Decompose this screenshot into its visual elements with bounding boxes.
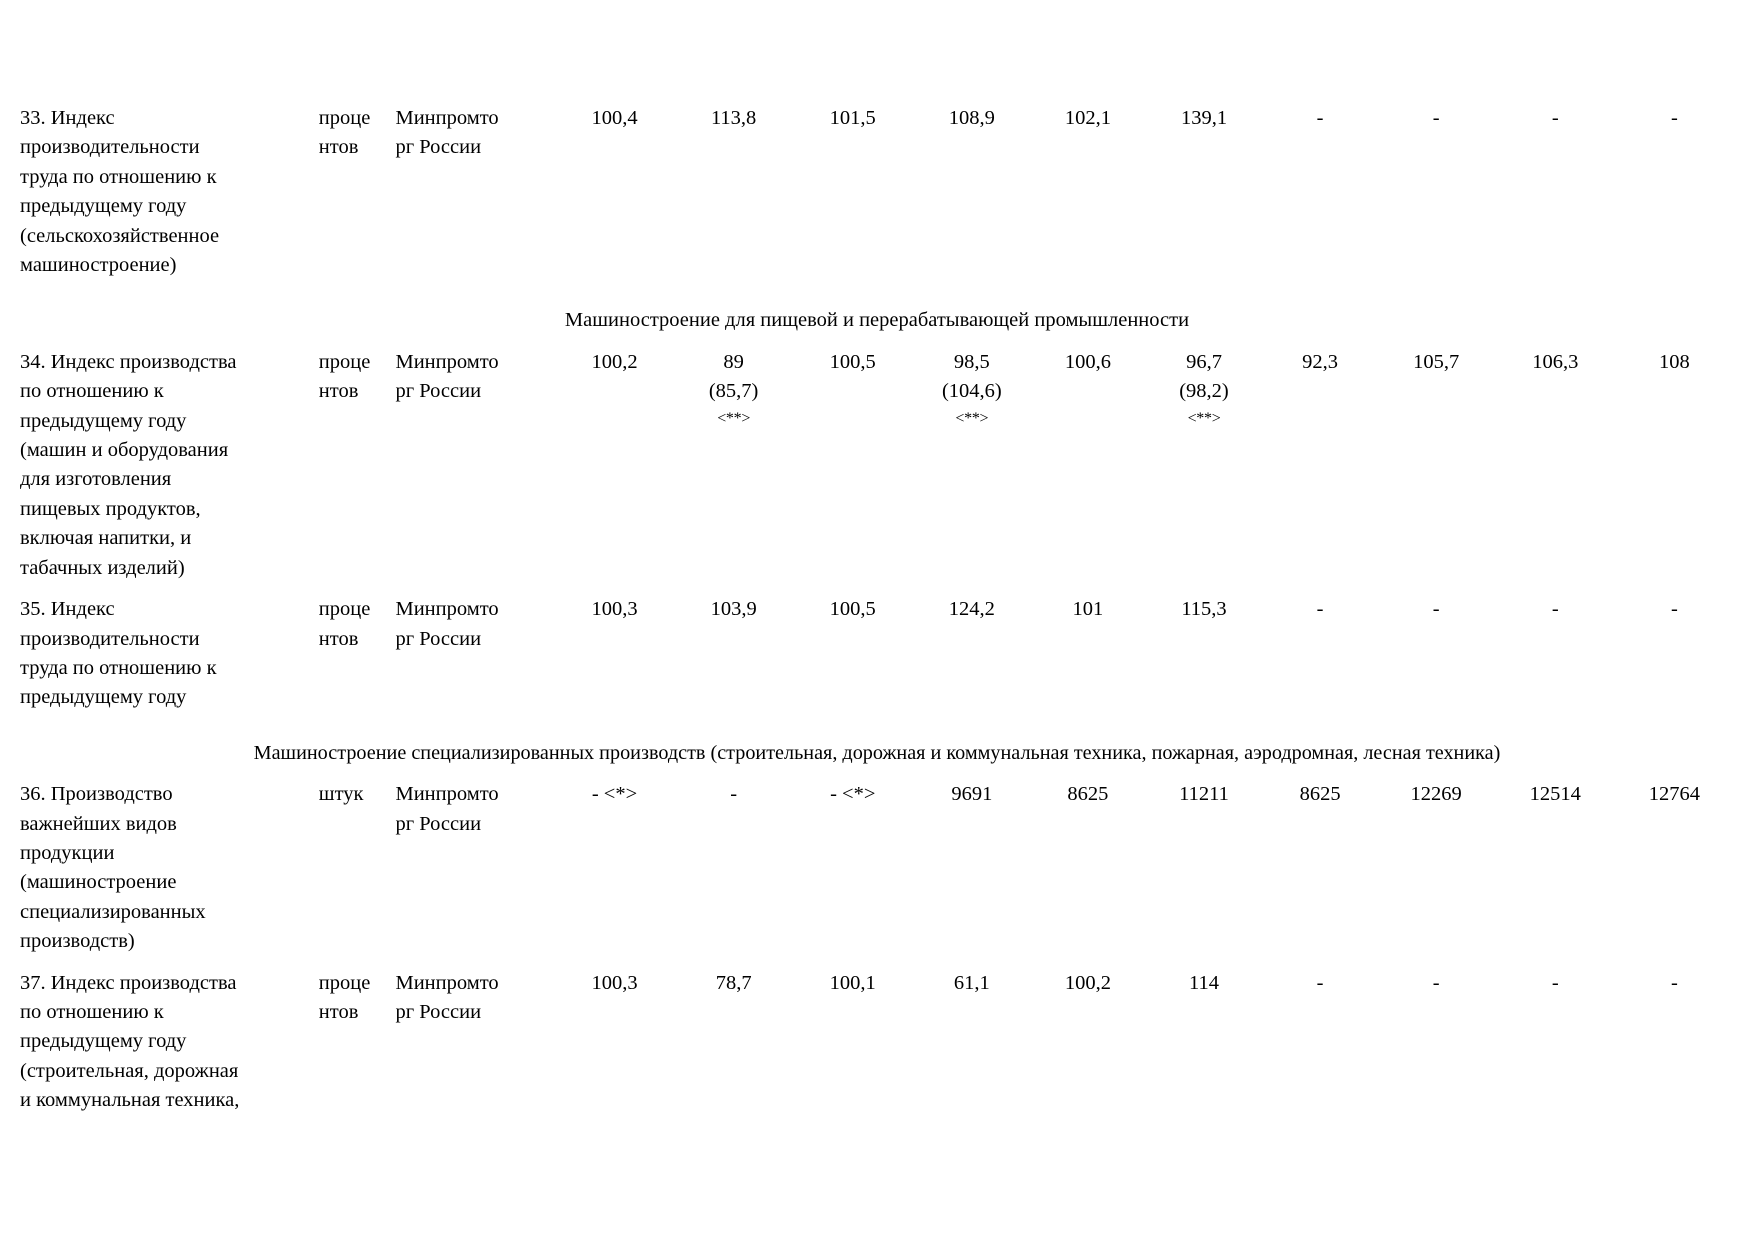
table-cell-value bbox=[1496, 595, 1615, 713]
cell-value-main: 100,6 bbox=[1064, 350, 1111, 373]
table-cell-label-line: (машиностроение bbox=[20, 871, 177, 894]
table-cell-value bbox=[912, 969, 1031, 1116]
cell-value-main: - bbox=[1671, 971, 1678, 994]
table-cell-unit-line: проце bbox=[318, 971, 371, 994]
cell-value-main: 105,7 bbox=[1413, 350, 1460, 373]
table-cell-value bbox=[1144, 595, 1263, 713]
table-cell-label-line: пищевых продуктов, bbox=[20, 497, 201, 520]
table-cell-label-line: предыдущему году bbox=[20, 195, 187, 218]
table-cell-value bbox=[1615, 348, 1734, 583]
table-cell-value bbox=[555, 348, 674, 583]
cell-value-main: 100,2 bbox=[1064, 971, 1111, 994]
table-cell-unit-line: нтов bbox=[318, 136, 359, 159]
cell-value-main: 114 bbox=[1189, 971, 1219, 994]
cell-value-main: 11211 bbox=[1179, 783, 1229, 806]
cell-value-main: - bbox=[1316, 107, 1324, 129]
table-cell-label-line: включая напитки, и bbox=[20, 527, 192, 550]
table-cell-value bbox=[1264, 969, 1377, 1116]
cell-value-main: - bbox=[1316, 971, 1324, 994]
table-cell-organization bbox=[395, 595, 554, 713]
table-cell-value bbox=[1496, 104, 1615, 280]
table-cell-value bbox=[1496, 780, 1615, 956]
table-cell-value bbox=[555, 969, 674, 1116]
cell-value-main: - bbox=[1432, 107, 1440, 129]
table-cell-label-line: предыдущему году bbox=[20, 686, 187, 709]
spacer-row bbox=[20, 583, 1734, 595]
table-cell-label-line: (сельскохозяйственное bbox=[20, 224, 220, 247]
table-cell-value bbox=[1615, 104, 1734, 280]
table-cell-organization-line: Минпромто bbox=[395, 107, 499, 129]
spacer-row bbox=[20, 957, 1734, 969]
spacer-row bbox=[20, 713, 1734, 739]
cell-value-main: 101,5 bbox=[829, 107, 876, 129]
table-cell-label-line: 34. Индекс производства bbox=[20, 350, 237, 373]
cell-value-main: - bbox=[1316, 598, 1324, 621]
cell-value-parenthetical: (104,6) bbox=[941, 380, 1002, 403]
table-cell-label-line: труда по отношению к bbox=[20, 165, 217, 188]
table-cell-value bbox=[1615, 595, 1734, 713]
cell-value-main: 106,3 bbox=[1532, 350, 1579, 373]
table-cell-label-line: табачных изделий) bbox=[20, 556, 185, 579]
table-cell-organization-line: Минпромто bbox=[395, 350, 499, 373]
table-cell-label-line: производительности bbox=[20, 627, 200, 650]
cell-value-main: 113,8 bbox=[710, 107, 757, 129]
table-row bbox=[20, 104, 1734, 280]
table-cell-value bbox=[1031, 780, 1144, 956]
cell-value-main: 92,3 bbox=[1302, 350, 1339, 373]
cell-value-main: 108 bbox=[1659, 350, 1690, 373]
table-cell-label bbox=[20, 780, 319, 956]
table-cell-value bbox=[1144, 104, 1263, 280]
cell-value-main: - bbox=[1671, 598, 1678, 621]
table-cell-value bbox=[1144, 969, 1263, 1116]
cell-value-main: - bbox=[730, 783, 738, 806]
table-cell-value bbox=[1144, 348, 1263, 583]
table-cell-value bbox=[793, 780, 912, 956]
table-cell-label-line: машиностроение) bbox=[20, 254, 177, 277]
spacer-cell bbox=[20, 280, 1734, 306]
table-cell-value bbox=[1377, 969, 1496, 1116]
table-cell-label-line: (строительная, дорожная bbox=[20, 1059, 239, 1082]
table-cell-organization-line: рг России bbox=[395, 627, 482, 650]
table-cell-label-line: (машин и оборудования bbox=[20, 439, 229, 462]
cell-value-main: 61,1 bbox=[953, 971, 990, 994]
table-cell-organization bbox=[395, 969, 554, 1116]
table-cell-value bbox=[793, 348, 912, 583]
table-cell-value bbox=[1615, 969, 1734, 1116]
table-cell-organization-line: Минпромто bbox=[395, 783, 499, 806]
table-cell-value bbox=[912, 104, 1031, 280]
table-cell-label-line: 35. Индекс bbox=[20, 598, 115, 621]
table-cell-value bbox=[674, 595, 793, 713]
footnote-marker: <**> bbox=[955, 409, 989, 427]
cell-value-main: 100,3 bbox=[591, 971, 638, 994]
table-cell-value bbox=[1031, 969, 1144, 1116]
spacer-cell bbox=[20, 768, 1734, 780]
table-cell-value bbox=[1377, 104, 1496, 280]
table-cell-organization bbox=[395, 780, 554, 956]
table-cell-unit bbox=[319, 969, 396, 1116]
footnote-marker: <**> bbox=[1187, 409, 1221, 427]
table-cell-label-line: по отношению к bbox=[20, 380, 164, 403]
table-cell-label-line: труда по отношению к bbox=[20, 656, 217, 679]
table-cell-unit-line: проце bbox=[318, 350, 371, 373]
table-cell-label-line: и коммунальная техника, bbox=[20, 1089, 240, 1112]
table-cell-value bbox=[555, 104, 674, 280]
table-cell-label-line: важнейших видов bbox=[20, 812, 177, 835]
table-row bbox=[20, 348, 1734, 583]
table-cell-label bbox=[20, 348, 319, 583]
table-cell-organization-line: Минпромто bbox=[395, 598, 499, 621]
cell-value-main: 139,1 bbox=[1180, 107, 1228, 129]
table-cell-value bbox=[793, 595, 912, 713]
cell-value-main: 115,3 bbox=[1181, 598, 1227, 621]
table-cell-value bbox=[674, 348, 793, 583]
spacer-cell bbox=[20, 713, 1734, 739]
spacer-cell bbox=[20, 583, 1734, 595]
table-cell-value bbox=[1377, 595, 1496, 713]
cell-value-main: - <*> bbox=[830, 783, 876, 806]
table-cell-value bbox=[555, 780, 674, 956]
table-cell-value bbox=[793, 969, 912, 1116]
table-cell-organization bbox=[395, 104, 554, 280]
table-cell-value bbox=[1264, 595, 1377, 713]
table-cell-organization-line: Минпромто bbox=[395, 971, 499, 994]
spacer-cell bbox=[20, 957, 1734, 969]
cell-value-main: 100,4 bbox=[591, 107, 638, 129]
table-cell-label-line: предыдущему году bbox=[20, 1030, 187, 1053]
table-cell-value bbox=[555, 595, 674, 713]
table-cell-organization-line: рг России bbox=[395, 1000, 482, 1023]
table-cell-value bbox=[1377, 780, 1496, 956]
table-cell-unit-line: нтов bbox=[318, 1000, 359, 1023]
table-cell-label-line: по отношению к bbox=[20, 1000, 164, 1023]
table-cell-value bbox=[793, 104, 912, 280]
table-cell-label-line: предыдущему году bbox=[20, 409, 187, 432]
cell-value-main: 100,5 bbox=[829, 598, 876, 621]
cell-value-main: 101 bbox=[1072, 598, 1104, 621]
table-cell-unit-line: штук bbox=[318, 783, 364, 806]
cell-value-main: 78,7 bbox=[715, 971, 752, 994]
table-cell-unit bbox=[319, 595, 396, 713]
section-heading-row bbox=[20, 306, 1734, 335]
spacer-cell bbox=[20, 336, 1734, 348]
table-cell-value bbox=[1377, 348, 1496, 583]
cell-value-main: 8625 bbox=[1067, 783, 1109, 806]
table-cell-label-line: 36. Производство bbox=[20, 783, 173, 806]
cell-value-main: 12764 bbox=[1648, 783, 1701, 806]
cell-value-main: 100,5 bbox=[829, 350, 876, 373]
table-cell-value bbox=[1615, 780, 1734, 956]
table-cell-label-line: производств) bbox=[20, 930, 135, 953]
cell-value-main: - <*> bbox=[591, 783, 638, 806]
table-cell-label-line: производительности bbox=[20, 136, 200, 159]
cell-value-main: - bbox=[1551, 971, 1559, 994]
table-cell-label-line: 37. Индекс производства bbox=[20, 971, 237, 994]
table-cell-label bbox=[20, 104, 319, 280]
footnote-marker: <**> bbox=[717, 409, 751, 427]
table-cell-label-line: 33. Индекс bbox=[20, 107, 115, 129]
cell-value-main: 89 bbox=[723, 350, 744, 373]
table-cell-value bbox=[674, 780, 793, 956]
table-row bbox=[20, 595, 1734, 713]
table-cell-unit-line: проце bbox=[318, 107, 371, 129]
table-cell-organization bbox=[395, 348, 554, 583]
table-cell-value bbox=[1264, 780, 1377, 956]
table-cell-label bbox=[20, 969, 319, 1116]
table-cell-value bbox=[1031, 595, 1144, 713]
table-cell-value bbox=[1264, 348, 1377, 583]
table-cell-label-line: специализированных bbox=[20, 900, 206, 923]
table-cell-value bbox=[912, 780, 1031, 956]
table-cell-value bbox=[1031, 104, 1144, 280]
table-row bbox=[20, 969, 1734, 1116]
table-cell-value bbox=[1496, 348, 1615, 583]
table-cell-organization-line: рг России bbox=[395, 380, 482, 403]
cell-value-parenthetical: (98,2) bbox=[1179, 380, 1229, 403]
cell-value-main: 100,2 bbox=[591, 350, 638, 373]
table-cell-value bbox=[912, 595, 1031, 713]
statistical-table bbox=[20, 104, 1734, 1116]
cell-value-main: - bbox=[1551, 598, 1559, 621]
table-cell-value bbox=[912, 348, 1031, 583]
cell-value-main: 108,9 bbox=[948, 107, 995, 129]
cell-value-main: 9691 bbox=[951, 783, 993, 806]
cell-value-main: 96,7 bbox=[1186, 350, 1222, 373]
section-heading: Машиностроение для пищевой и перерабатывающей промышленности bbox=[564, 309, 1190, 332]
table-cell-unit bbox=[319, 348, 396, 583]
table-cell-value bbox=[1496, 969, 1615, 1116]
cell-value-main: - bbox=[1432, 971, 1440, 994]
cell-value-main: 98,5 bbox=[953, 350, 990, 373]
cell-value-main: 12514 bbox=[1529, 783, 1581, 806]
table-cell-value bbox=[1144, 780, 1263, 956]
section-heading-row bbox=[20, 739, 1734, 768]
cell-value-main: 102,1 bbox=[1064, 107, 1111, 129]
table-cell-unit-line: нтов bbox=[318, 627, 359, 650]
cell-value-parenthetical: (85,7) bbox=[708, 380, 759, 403]
table-cell-value bbox=[674, 104, 793, 280]
spacer-row bbox=[20, 280, 1734, 306]
table-cell-value bbox=[1264, 104, 1377, 280]
table-cell-value bbox=[1031, 348, 1144, 583]
cell-value-main: 8625 bbox=[1299, 783, 1341, 806]
table-cell-label-line: для изготовления bbox=[20, 468, 172, 491]
spacer-row bbox=[20, 336, 1734, 348]
cell-value-main: 100,1 bbox=[829, 971, 876, 994]
table-cell-value bbox=[674, 969, 793, 1116]
table-cell-unit bbox=[319, 780, 396, 956]
table-cell-organization-line: рг России bbox=[395, 812, 482, 835]
table-cell-unit bbox=[319, 104, 396, 280]
cell-value-main: - bbox=[1432, 598, 1440, 621]
table-cell-unit-line: проце bbox=[318, 598, 371, 621]
cell-value-main: 124,2 bbox=[948, 598, 995, 621]
cell-value-main: - bbox=[1671, 107, 1678, 129]
section-heading: Машиностроение специализированных производств (строительная, дорожная и коммунальная техника, пожарная, аэродромная, лесная техника) bbox=[253, 741, 1501, 764]
cell-value-main: 103,9 bbox=[710, 598, 757, 621]
spacer-row bbox=[20, 768, 1734, 780]
table-cell-label-line: продукции bbox=[20, 841, 115, 864]
table-cell-organization-line: рг России bbox=[395, 136, 482, 159]
cell-value-main: 100,3 bbox=[591, 598, 638, 621]
cell-value-main: 12269 bbox=[1410, 783, 1462, 806]
table-cell-unit-line: нтов bbox=[318, 380, 359, 403]
cell-value-main: - bbox=[1551, 107, 1559, 129]
table-row bbox=[20, 780, 1734, 956]
table-cell-label bbox=[20, 595, 319, 713]
